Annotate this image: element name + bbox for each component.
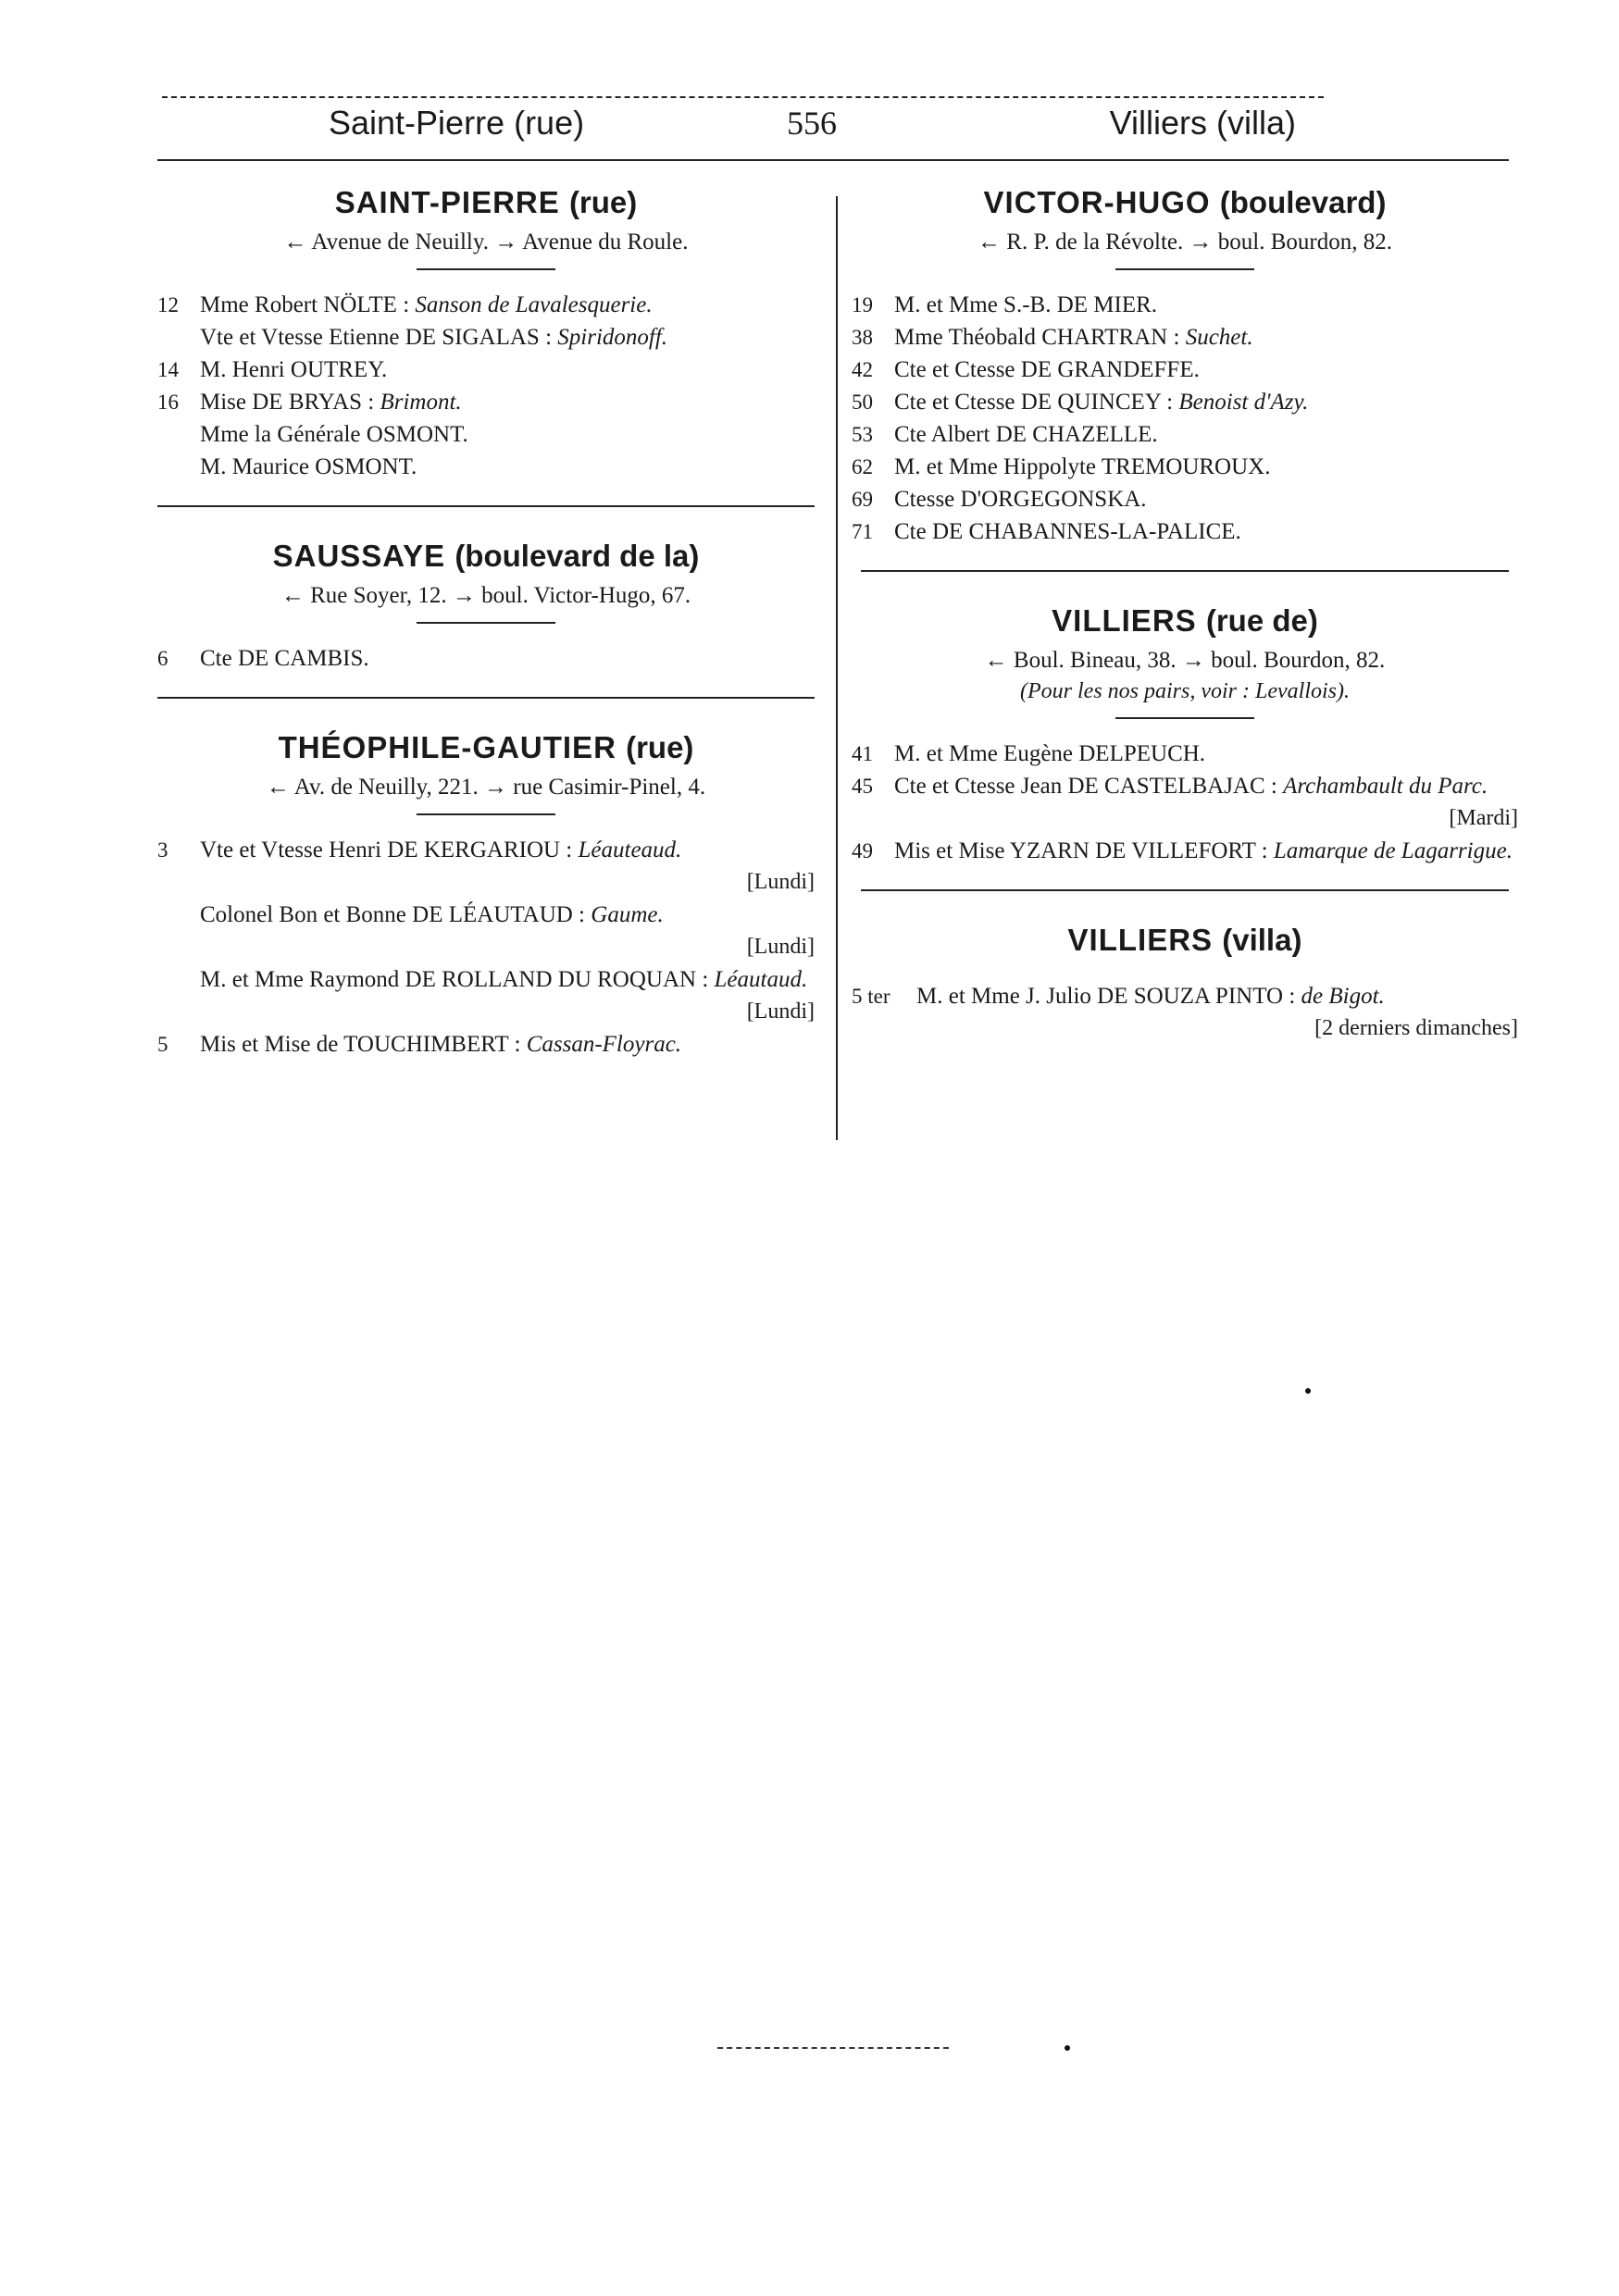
section-title: VILLIERS	[1067, 923, 1214, 957]
section-suffix: (rue)	[568, 185, 638, 219]
short-rule	[417, 268, 555, 270]
list-item: 45 Cte et Ctesse Jean DE CASTELBAJAC : Archambault du Parc. [Mardi]	[852, 770, 1518, 835]
section-title: VILLIERS	[1052, 603, 1197, 638]
section-route: ← R. P. de la Révolte. → boul. Bourdon, 82.	[978, 230, 1392, 254]
section-suffix: (boulevard de la)	[455, 539, 700, 573]
section-note: (Pour les nos pairs, voir : Levallois).	[1020, 679, 1350, 703]
right-column	[852, 185, 1518, 1045]
list-item: Vte et Vtesse Etienne DE SIGALAS : Spiridonoff.	[200, 325, 668, 350]
short-rule	[1115, 268, 1254, 270]
section-separator	[861, 570, 1509, 572]
section-separator	[157, 697, 815, 699]
list-item: 41 M. et Mme Eugène DELPEUCH.	[852, 741, 1206, 766]
list-item: 3 Vte et Vtesse Henri DE KERGARIOU : Léauteaud. [Lundi]	[157, 834, 815, 899]
list-item: 53 Cte Albert DE CHAZELLE.	[852, 422, 1158, 447]
list-item: 49 Mis et Mise YZARN DE VILLEFORT : Lamarque de Lagarrigue.	[852, 838, 1513, 863]
day-tag: [Mardi]	[1449, 806, 1518, 830]
list-item: Mme la Générale OSMONT.	[200, 422, 468, 447]
section-title: VICTOR-HUGO	[983, 185, 1211, 219]
page-mark	[1305, 1388, 1311, 1394]
section-title: SAUSSAYE	[272, 539, 446, 573]
list-item: 19 M. et Mme S.-B. DE MIER.	[852, 292, 1158, 317]
column-divider	[836, 196, 838, 1140]
section-title: SAINT-PIERRE	[334, 185, 560, 219]
list-item: 6 Cte DE CAMBIS.	[157, 646, 369, 671]
section-route: ← Rue Soyer, 12. → boul. Victor-Hugo, 67.	[280, 583, 691, 608]
section-separator	[157, 505, 815, 507]
short-rule	[1115, 717, 1254, 719]
section-suffix: (rue de)	[1205, 603, 1318, 638]
list-item: 69 Ctesse D'ORGEGONSKA.	[852, 487, 1147, 512]
list-item: 14 M. Henri OUTREY.	[157, 357, 388, 382]
section-route: ← Av. de Neuilly, 221. → rue Casimir-Pinel, 4.	[266, 775, 706, 800]
header-right-title: Villiers (villa)	[1109, 104, 1296, 142]
header-bottom-rule	[157, 159, 1509, 161]
section-route: ← Avenue de Neuilly. → Avenue du Roule.	[283, 230, 689, 254]
list-item: 16 Mise DE BRYAS : Brimont.	[157, 390, 462, 415]
section-separator	[861, 889, 1509, 891]
section-victor-hugo	[852, 185, 1518, 548]
section-villiers-rue	[852, 603, 1518, 867]
page-mark	[1065, 2045, 1070, 2051]
page-header	[162, 104, 1324, 155]
page-number: 556	[787, 105, 837, 142]
short-rule	[417, 622, 555, 624]
short-rule	[417, 813, 555, 815]
section-route: ← Boul. Bineau, 38. → boul. Bourdon, 82.	[984, 648, 1386, 673]
day-tag: [Lundi]	[746, 999, 815, 1024]
header-top-rule	[162, 96, 1324, 98]
list-item: M. Maurice OSMONT.	[200, 454, 417, 479]
list-item: 5 ter M. et Mme J. Julio DE SOUZA PINTO : de Bigot. [2 derniers dimanches]	[852, 980, 1518, 1045]
list-item: 42 Cte et Ctesse DE GRANDEFFE.	[852, 357, 1200, 382]
section-title: THÉOPHILE-GAUTIER	[278, 730, 616, 764]
list-item: 62 M. et Mme Hippolyte TREMOUROUX.	[852, 454, 1271, 479]
section-villiers-villa	[852, 923, 1518, 1045]
bottom-rule	[717, 2047, 949, 2049]
left-column	[157, 185, 815, 1061]
header-left-title: Saint-Pierre (rue)	[329, 104, 585, 142]
day-tag: [Lundi]	[746, 935, 815, 959]
list-item: 12 Mme Robert NÖLTE : Sanson de Lavalesquerie.	[157, 292, 653, 317]
list-item: 71 Cte DE CHABANNES-LA-PALICE.	[852, 519, 1241, 544]
day-tag: [2 derniers dimanches]	[1314, 1016, 1518, 1040]
section-suffix: (rue)	[626, 730, 694, 764]
list-item: M. et Mme Raymond DE ROLLAND DU ROQUAN : Léautaud. [Lundi]	[157, 963, 815, 1028]
section-saint-pierre	[157, 185, 815, 483]
day-tag: [Lundi]	[746, 870, 815, 894]
section-suffix: (villa)	[1222, 923, 1302, 957]
section-saussaye	[157, 539, 815, 675]
section-theophile-gautier	[157, 730, 815, 1061]
list-item: 38 Mme Théobald CHARTRAN : Suchet.	[852, 325, 1253, 350]
list-item: Colonel Bon et Bonne DE LÉAUTAUD : Gaume. [Lundi]	[157, 899, 815, 963]
section-suffix: (boulevard)	[1219, 185, 1387, 219]
list-item: 50 Cte et Ctesse DE QUINCEY : Benoist d'Azy.	[852, 390, 1309, 415]
list-item: 5 Mis et Mise de TOUCHIMBERT : Cassan-Floyrac.	[157, 1032, 682, 1057]
